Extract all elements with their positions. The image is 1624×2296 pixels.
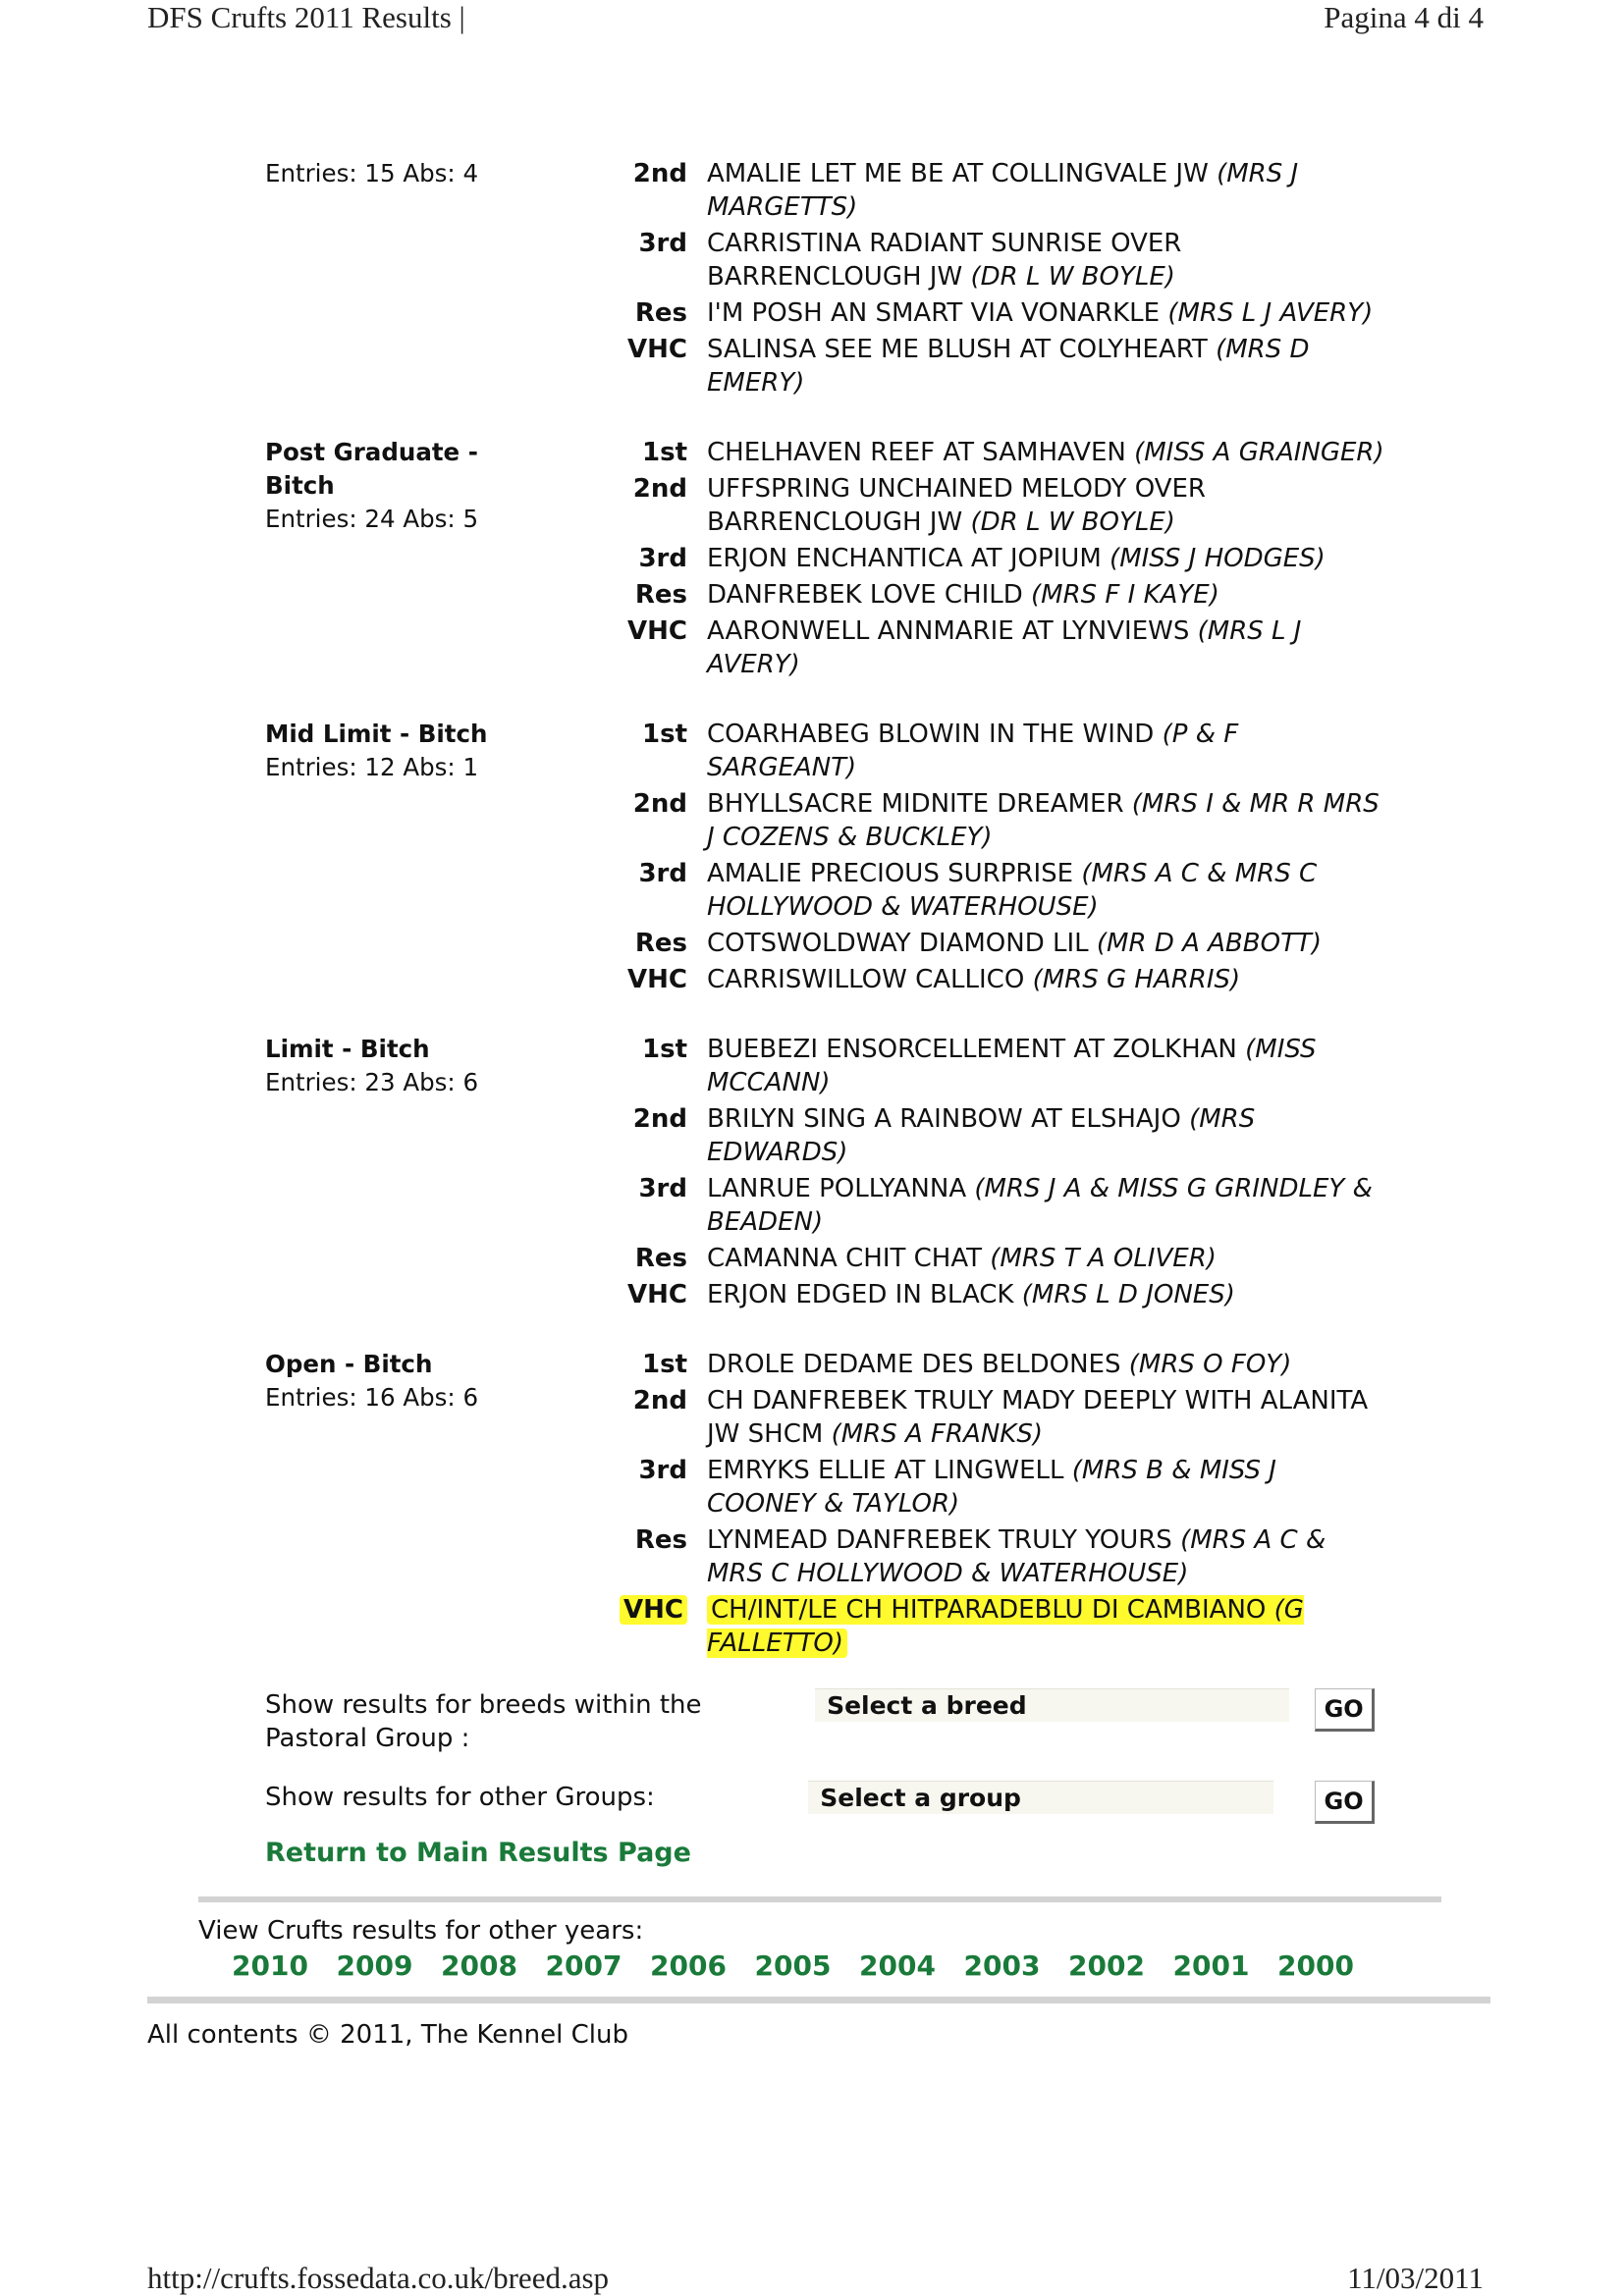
result-text [707,1174,1373,1237]
class-block [265,1033,1384,1314]
owner-name: (MRS L J AVERY) [1167,298,1374,328]
result-row [599,296,1384,330]
result-place [599,1102,707,1169]
owner-name: (MRS A C & MRS C HOLLYWOOD & WATERHOUSE) [707,859,1318,922]
class-block [265,436,1384,684]
result-row [599,1278,1384,1311]
owner-name: (MRS B & MISS J COONEY & TAYLOR) [707,1456,1276,1519]
result-place [599,1242,707,1275]
result-text [707,789,1380,852]
result-dog [707,718,1384,784]
result-place [599,718,707,784]
dog-name: COTSWOLDWAY DIAMOND LIL [707,929,1089,958]
result-row [599,1384,1384,1451]
result-place [599,1454,707,1521]
result-place-text: 3rd [638,544,687,573]
result-place-text: 1st [642,1035,687,1064]
class-entries: Entries: 23 Abs: 6 [265,1068,479,1096]
owner-name: (MISS MCCANN) [707,1035,1317,1097]
result-place [599,857,707,924]
class-info [265,718,599,999]
pdf-header [147,0,1484,35]
result-place [599,614,707,681]
result-dog [707,436,1384,469]
owner-name: (MRS O FOY) [1128,1350,1292,1379]
result-dog [707,472,1384,539]
result-place-text: VHC [627,335,687,364]
dog-name: ERJON EDGED IN BLACK [707,1280,1014,1309]
dog-name: EMRYKS ELLIE AT LINGWELL [707,1456,1064,1485]
result-row [599,1102,1384,1169]
result-text [707,1350,1291,1379]
result-place-text: 1st [642,438,687,467]
owner-name: (DR L W BOYLE) [970,507,1175,537]
result-place-text: VHC [627,965,687,994]
owner-name: (MRS A C & MRS C HOLLYWOOD & WATERHOUSE) [707,1525,1326,1588]
class-name: Post Graduate - Bitch [265,438,478,500]
result-place-text: 2nd [632,159,687,188]
dog-name: BHYLLSACRE MIDNITE DREAMER [707,789,1124,819]
year-link-2005[interactable]: 2005 [754,1949,832,1982]
group-select-label: Show results for other Groups: [265,1783,655,1812]
result-row [599,542,1384,575]
result-place-text: 3rd [638,1174,687,1203]
result-place-text: 2nd [632,1104,687,1134]
year-link-2004[interactable]: 2004 [859,1949,936,1982]
result-place [599,1384,707,1451]
result-dog [707,333,1384,400]
result-dog [707,1278,1384,1311]
dog-name: CH DANFREBEK TRULY MADY DEEPLY WITH ALANITA JW SHCM [707,1386,1369,1449]
copyright: All contents © 2011, The Kennel Club [147,2020,628,2050]
result-row [599,333,1384,400]
navigation-panel [265,1688,1375,1868]
result-place [599,1593,707,1660]
owner-name: (P & F SARGEANT) [707,720,1239,782]
owner-name: (MRS L J AVERY) [707,616,1302,679]
class-block [265,718,1384,999]
result-text [707,580,1219,610]
result-dog [707,296,1384,330]
result-dog [707,1348,1384,1381]
result-text [707,1244,1217,1273]
dog-name: CARRISTINA RADIANT SUNRISE OVER BARRENCLOUGH JW [707,229,1182,292]
result-text [707,298,1373,328]
dog-name: BRILYN SING A RAINBOW AT ELSHAJO [707,1104,1181,1134]
result-place [599,1348,707,1381]
result-text [707,1280,1235,1309]
owner-name: (G FALLETTO) [707,1595,1304,1658]
result-place-text: Res [634,1244,687,1273]
result-place [599,542,707,575]
dog-name: BUEBEZI ENSORCELLEMENT AT ZOLKHAN [707,1035,1237,1064]
result-place [599,227,707,294]
result-dog [707,1242,1384,1275]
result-place [599,927,707,960]
year-link-2006[interactable]: 2006 [650,1949,727,1982]
class-info [265,157,599,402]
class-name: Mid Limit - Bitch [265,720,488,748]
result-dog [707,1033,1384,1099]
result-dog [707,963,1384,996]
result-dog [707,927,1384,960]
class-block [265,157,1384,402]
owner-name: (MISS J HODGES) [1110,544,1326,573]
result-place [599,436,707,469]
class-info [265,1348,599,1663]
class-entries: Entries: 12 Abs: 1 [265,753,479,781]
result-place-text: 3rd [638,229,687,258]
pdf-footer [147,2261,1484,2296]
result-row [599,963,1384,996]
owner-name: (MRS L D JONES) [1021,1280,1235,1309]
dog-name: SALINSA SEE ME BLUSH AT COLYHEART [707,335,1208,364]
owner-name: (MRS F I KAYE) [1031,580,1219,610]
result-dog [707,227,1384,294]
owner-name: (MRS G HARRIS) [1032,965,1241,994]
results-list [265,157,1384,1696]
result-row [599,787,1384,854]
result-place-text: 3rd [638,859,687,888]
class-results [599,718,1384,999]
result-place-text: 3rd [638,1456,687,1485]
result-text [707,859,1317,922]
result-row [599,1593,1384,1660]
result-place [599,1033,707,1099]
owner-name: (MRS I & MR R MRS J COZENS & BUCKLEY) [707,789,1380,852]
result-place [599,472,707,539]
result-place [599,787,707,854]
result-row [599,157,1384,224]
class-entries: Entries: 24 Abs: 5 [265,505,479,533]
owner-name: (MR D A ABBOTT) [1096,929,1322,958]
dog-name: I'M POSH AN SMART VIA VONARKLE [707,298,1161,328]
breed-go-button[interactable]: GO [1315,1688,1375,1732]
result-text [707,1456,1276,1519]
owner-name: (MRS T A OLIVER) [990,1244,1217,1273]
print-date: 11/03/2011 [1347,2261,1484,2295]
group-go-button[interactable]: GO [1315,1781,1375,1824]
owner-name: (MRS J A & MISS G GRINDLEY & BEADEN) [707,1174,1373,1237]
result-text [707,474,1206,537]
result-text [707,438,1384,467]
years-links [232,1949,1382,1982]
class-block [265,1348,1384,1663]
group-nav-row [265,1781,1375,1824]
dog-name: CARRISWILLOW CALLICO [707,965,1025,994]
years-label: View Crufts results for other years: [198,1916,644,1946]
result-row [599,472,1384,539]
document-title: DFS Crufts 2011 Results | [147,0,465,34]
page-url: http://crufts.fossedata.co.uk/breed.asp [147,2261,610,2295]
owner-name: (MRS J MARGETTS) [707,159,1299,222]
class-info [265,436,599,684]
result-dog [707,614,1384,681]
class-results [599,436,1384,684]
result-row [599,718,1384,784]
result-place [599,578,707,612]
breed-nav-row [265,1688,1375,1755]
year-link-2008[interactable]: 2008 [441,1949,517,1982]
dog-name: DANFREBEK LOVE CHILD [707,580,1023,610]
result-row [599,436,1384,469]
result-place-text: VHC [627,1280,687,1309]
result-row [599,1523,1384,1590]
dog-name: AMALIE PRECIOUS SURPRISE [707,859,1074,888]
result-text [707,1595,1304,1658]
result-dog [707,857,1384,924]
return-main-results-link[interactable]: Return to Main Results Page [265,1838,691,1868]
year-link-2001[interactable]: 2001 [1172,1949,1250,1982]
result-place-text: Res [634,929,687,958]
year-link-2007[interactable]: 2007 [545,1949,623,1982]
class-results [599,1348,1384,1663]
year-link-2000[interactable]: 2000 [1277,1949,1354,1982]
dog-name: LANRUE POLLYANNA [707,1174,967,1203]
result-text [707,544,1326,573]
result-dog [707,1172,1384,1239]
year-link-2002[interactable]: 2002 [1068,1949,1145,1982]
dog-name: AMALIE LET ME BE AT COLLINGVALE JW [707,159,1209,188]
result-place-text: VHC [627,616,687,646]
dog-name: AARONWELL ANNMARIE AT LYNVIEWS [707,616,1190,646]
result-row [599,1033,1384,1099]
page-indicator: Pagina 4 di 4 [1324,0,1484,34]
result-text [707,335,1310,398]
result-row [599,1348,1384,1381]
result-dog [707,1384,1384,1451]
result-place [599,1523,707,1590]
result-text [707,616,1301,679]
class-results [599,1033,1384,1314]
result-place-text: 1st [642,720,687,749]
owner-name: (MRS A FRANKS) [831,1419,1043,1449]
dog-name: CH/INT/LE CH HITPARADEBLU DI CAMBIANO [711,1595,1267,1625]
result-dog [707,578,1384,612]
result-text [707,965,1240,994]
result-place-text: VHC [620,1595,687,1625]
result-place-text: 2nd [632,1386,687,1415]
owner-name: (MISS A GRAINGER) [1134,438,1384,467]
result-place-text: Res [634,580,687,610]
class-name: Limit - Bitch [265,1035,430,1063]
result-row [599,857,1384,924]
result-place-text: Res [634,298,687,328]
result-place [599,1172,707,1239]
result-row [599,227,1384,294]
result-dog [707,1593,1384,1660]
result-row [599,1172,1384,1239]
result-place [599,296,707,330]
result-dog [707,1102,1384,1169]
result-place [599,333,707,400]
class-name: Open - Bitch [265,1350,433,1378]
result-text [707,229,1181,292]
result-row [599,1454,1384,1521]
result-dog [707,787,1384,854]
result-text [707,159,1298,222]
result-dog [707,1523,1384,1590]
dog-name: CAMANNA CHIT CHAT [707,1244,982,1273]
year-link-2010[interactable]: 2010 [232,1949,308,1982]
result-row [599,614,1384,681]
dog-name: CHELHAVEN REEF AT SAMHAVEN [707,438,1126,467]
result-text [707,929,1322,958]
result-place-text: Res [634,1525,687,1555]
result-text [707,1035,1316,1097]
dog-name: COARHABEG BLOWIN IN THE WIND [707,720,1155,749]
divider-thick [147,1997,1490,2003]
result-text [707,1386,1368,1449]
result-text [707,1525,1326,1588]
result-dog [707,1454,1384,1521]
result-place [599,1278,707,1311]
class-results [599,157,1384,402]
dog-name: ERJON ENCHANTICA AT JOPIUM [707,544,1102,573]
year-link-2009[interactable]: 2009 [336,1949,413,1982]
result-text [707,720,1238,782]
result-place-text: 2nd [632,474,687,504]
result-row [599,578,1384,612]
owner-name: (MRS D EMERY) [707,335,1310,398]
result-place [599,963,707,996]
class-info [265,1033,599,1314]
year-link-2003[interactable]: 2003 [963,1949,1041,1982]
dog-name: LYNMEAD DANFREBEK TRULY YOURS [707,1525,1172,1555]
owner-name: (DR L W BOYLE) [970,262,1175,292]
dog-name: DROLE DEDAME DES BELDONES [707,1350,1121,1379]
result-dog [707,157,1384,224]
class-entries: Entries: 15 Abs: 4 [265,159,479,187]
class-entries: Entries: 16 Abs: 6 [265,1383,479,1412]
result-place-text: 2nd [632,789,687,819]
dog-name: UFFSPRING UNCHAINED MELODY OVER BARRENCLOUGH JW [707,474,1206,537]
result-place-text: 1st [642,1350,687,1379]
result-dog [707,542,1384,575]
group-select[interactable]: Select a group [808,1781,1273,1814]
result-row [599,927,1384,960]
divider [198,1896,1441,1902]
breed-select[interactable]: Select a breed [815,1688,1289,1722]
result-place [599,157,707,224]
result-text [707,1104,1255,1167]
owner-name: (MRS EDWARDS) [707,1104,1256,1167]
result-row [599,1242,1384,1275]
breed-select-label: Show results for breeds within the Pastoral Group : [265,1690,702,1753]
